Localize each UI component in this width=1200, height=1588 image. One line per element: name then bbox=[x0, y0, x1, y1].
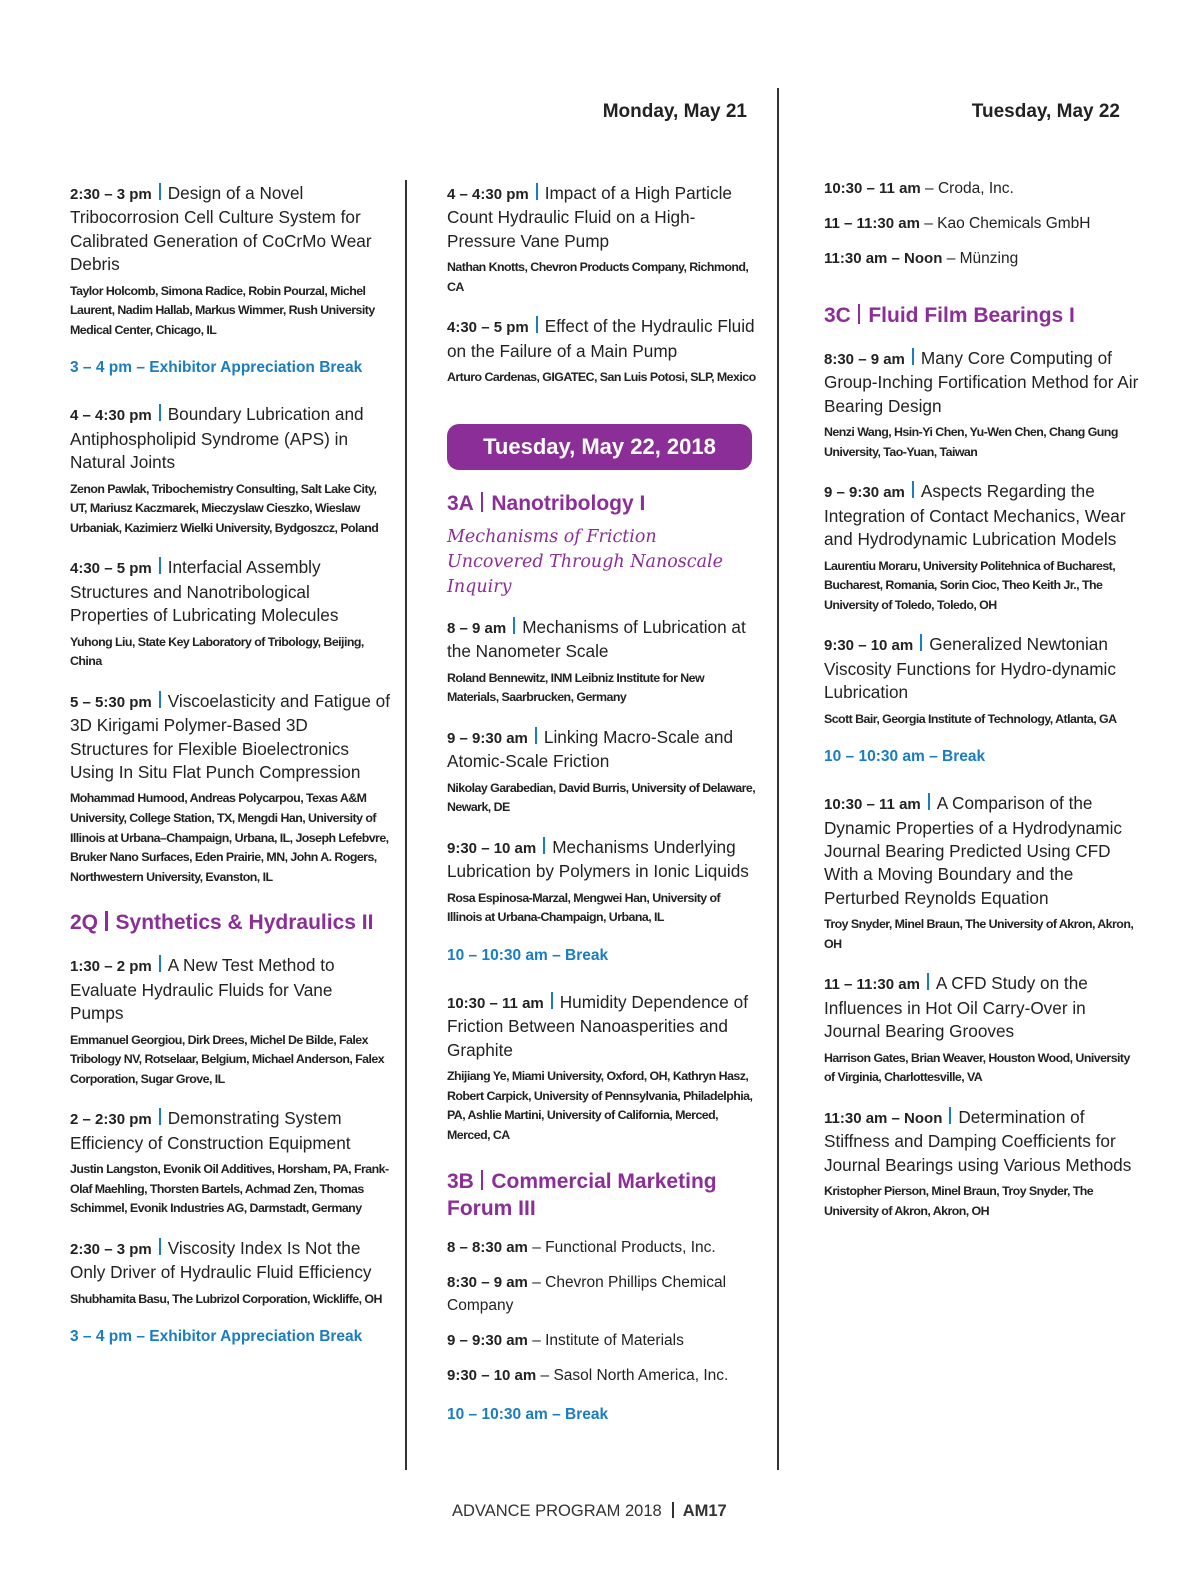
sponsor-name: Chevron Phillips Chemical Company bbox=[447, 1273, 727, 1314]
session-name: Fluid Film Bearings I bbox=[868, 304, 1075, 327]
talk-title: Determination of Stiffness and Damping Coefficients for Journal Bearings using Various Methods bbox=[824, 1106, 1132, 1175]
break-notice: 3 – 4 pm – Exhibitor Appreciation Break bbox=[70, 1328, 363, 1346]
talk-title: Boundary Lubrication and Antiphospholipid Syndrome (APS) in Natural Joints bbox=[70, 404, 364, 473]
divider-bar bbox=[912, 481, 914, 498]
talk-authors: Zenon Pawlak, Tribochemistry Consulting, Salt Lake City, UT, Mariusz Kaczmarek, Mieczyslaw Cieszko, Wieslaw Urbaniak, Kazimierz Wielki University, Bydgoszcz, Poland bbox=[70, 481, 379, 535]
talk-item bbox=[70, 1237, 390, 1309]
break-notice: 10 – 10:30 am – Break bbox=[824, 748, 986, 766]
talk-authors: Arturo Cardenas, GIGATEC, San Luis Potosi, SLP, Mexico bbox=[447, 370, 756, 385]
column-1 bbox=[70, 182, 390, 1372]
talk-title: Generalized Newtonian Viscosity Functions for Hydro-dynamic Lubrication bbox=[824, 634, 1116, 703]
talk-item bbox=[70, 690, 390, 888]
sponsor-time: 8 – 8:30 am bbox=[447, 1238, 528, 1256]
talk-item bbox=[447, 836, 757, 928]
talk-item bbox=[824, 972, 1140, 1087]
talk-title: Linking Macro-Scale and Atomic-Scale Friction bbox=[447, 727, 734, 772]
talk-time: 5 – 5:30 pm bbox=[70, 693, 152, 711]
talk-title: Viscosity Index Is Not the Only Driver of Hydraulic Fluid Efficiency bbox=[70, 1238, 372, 1283]
talk-time: 11 – 11:30 am bbox=[824, 976, 920, 994]
talk-item bbox=[447, 991, 757, 1146]
divider-bar bbox=[159, 404, 161, 421]
sponsor-time: 10:30 – 11 am bbox=[824, 180, 921, 197]
talk-time: 8:30 – 9 am bbox=[824, 351, 905, 368]
talk-item bbox=[70, 556, 390, 671]
talk-title: Many Core Computing of Group-Inching Fortification Method for Air Bearing Design bbox=[824, 348, 1139, 416]
break-notice: 3 – 4 pm – Exhibitor Appreciation Break bbox=[70, 359, 363, 377]
talk-authors: Laurentiu Moraru, University Politehnica of Bucharest, Bucharest, Romania, Sorin Cioc, Theo Keith Jr., The University of Toledo, Toledo, OH bbox=[824, 558, 1116, 612]
talk-title: Humidity Dependence of Friction Between Nanoasperities and Graphite bbox=[447, 992, 748, 1060]
talk-authors: Troy Snyder, Minel Braun, The University of Akron, Akron, OH bbox=[824, 917, 1134, 951]
talk-time: 4 – 4:30 pm bbox=[447, 186, 529, 203]
sponsor-time: 9 – 9:30 am bbox=[447, 1331, 528, 1349]
session-divider-bar bbox=[481, 1170, 484, 1190]
talk-title: Design of a Novel Tribocorrosion Cell Culture System for Calibrated Generation of CoCrMo Wear Debris bbox=[70, 183, 372, 275]
talk-item bbox=[824, 480, 1140, 615]
talk-time: 4 – 4:30 pm bbox=[70, 407, 152, 425]
talk-time: 9:30 – 10 am bbox=[447, 840, 537, 857]
talk-title: Mechanisms Underlying Lubrication by Polymers in Ionic Liquids bbox=[447, 837, 749, 882]
sponsor-item: 8 – 8:30 am – Functional Products, Inc. bbox=[447, 1238, 716, 1256]
talk-item bbox=[70, 182, 390, 340]
talk-authors: Nenzi Wang, Hsin-Yi Chen, Yu-Wen Chen, Chang Gung University, Tao-Yuan, Taiwan bbox=[824, 425, 1118, 459]
talk-authors: Emmanuel Georgiou, Dirk Drees, Michel De Bilde, Falex Tribology NV, Rotselaar, Belgium, Michael Anderson, Falex Corporation, Sugar Grove, IL bbox=[70, 1032, 385, 1086]
talk-item bbox=[824, 1106, 1140, 1221]
talk-time: 10:30 – 11 am bbox=[447, 995, 544, 1012]
talk-authors: Mohammad Humood, Andreas Polycarpou, Texas A&M University, College Station, TX, Mengdi Han, University of Illinois at Urbana–Champaign, Urbana, IL, Joseph Lefebvre, Bruker Nano Surfaces, Eden Prairie, MN, John A. Rogers, Northwestern University, Evanston, IL bbox=[70, 791, 389, 884]
day-header-tuesday: Tuesday, May 22 bbox=[971, 101, 1120, 122]
sponsor-item: 10:30 – 11 am – Croda, Inc. bbox=[824, 180, 1014, 197]
footer-divider-bar bbox=[672, 1502, 674, 1518]
talk-authors: Roland Bennewitz, INM Leibniz Institute for New Materials, Saarbrucken, Germany bbox=[447, 670, 705, 705]
divider-bar bbox=[513, 617, 515, 634]
session-name: Synthetics & Hydraulics II bbox=[115, 911, 374, 935]
talk-item bbox=[824, 633, 1140, 729]
sponsor-item: 9:30 – 10 am – Sasol North America, Inc. bbox=[447, 1366, 729, 1384]
sponsor-name: Institute of Materials bbox=[545, 1331, 684, 1349]
sponsor-name: Functional Products, Inc. bbox=[545, 1238, 716, 1256]
divider-bar bbox=[536, 183, 538, 200]
sponsor-item: 11:30 am – Noon – Münzing bbox=[824, 250, 1019, 267]
session-heading bbox=[447, 490, 757, 517]
talk-authors: Harrison Gates, Brian Weaver, Houston Wood, University of Virginia, Charlottesville, VA bbox=[824, 1050, 1130, 1085]
talk-time: 4:30 – 5 pm bbox=[70, 560, 152, 578]
talk-title: A New Test Method to Evaluate Hydraulic Fluids for Vane Pumps bbox=[70, 955, 335, 1024]
session-divider-bar bbox=[481, 492, 484, 512]
talk-title: Viscoelasticity and Fatigue of 3D Kirigami Polymer-Based 3D Structures for Flexible Bioelectronics Using In Situ Flat Punch Compression bbox=[70, 690, 391, 783]
column-divider-right bbox=[777, 88, 779, 1470]
talk-time: 8 – 9 am bbox=[447, 620, 507, 637]
divider-bar bbox=[928, 793, 930, 810]
divider-bar bbox=[535, 727, 537, 744]
sponsor-time: 9:30 – 10 am bbox=[447, 1366, 537, 1384]
talk-authors: Rosa Espinosa-Marzal, Mengwei Han, University of Illinois at Urbana-Champaign, Urbana, IL bbox=[447, 890, 721, 925]
session-divider-bar bbox=[858, 304, 861, 324]
talk-time: 11:30 am – Noon bbox=[824, 1109, 943, 1127]
talk-item bbox=[447, 726, 757, 818]
page-number: AM17 bbox=[682, 1502, 727, 1520]
talk-time: 4:30 – 5 pm bbox=[447, 319, 529, 337]
talk-item bbox=[70, 403, 390, 538]
talk-item bbox=[447, 616, 757, 708]
session-name: Commercial Marketing Forum III bbox=[447, 1169, 717, 1220]
column-2 bbox=[447, 182, 757, 406]
talk-item bbox=[824, 792, 1140, 954]
break-notice: 10 – 10:30 am – Break bbox=[447, 1405, 609, 1423]
session-heading bbox=[824, 302, 1140, 329]
divider-bar bbox=[551, 992, 553, 1009]
talk-title: Mechanisms of Lubrication at the Nanometer Scale bbox=[447, 617, 746, 662]
talk-authors: Justin Langston, Evonik Oil Additives, Horsham, PA, Frank-Olaf Maehling, Thorsten Bartels, Achmad Zen, Thomas Schimmel, Evonik Industries AG, Darmstadt, Germany bbox=[70, 1162, 389, 1216]
sponsor-item: 8:30 – 9 am – Chevron Phillips Chemical Company bbox=[447, 1273, 727, 1314]
divider-bar bbox=[159, 557, 161, 574]
break-notice: 10 – 10:30 am – Break bbox=[447, 947, 609, 964]
talk-time: 2:30 – 3 pm bbox=[70, 186, 152, 203]
footer-program: ADVANCE PROGRAM 2018 bbox=[452, 1502, 662, 1520]
talk-authors: Shubhamita Basu, The Lubrizol Corporation, Wickliffe, OH bbox=[70, 1291, 382, 1306]
talk-item bbox=[824, 347, 1140, 462]
talk-authors: Taylor Holcomb, Simona Radice, Robin Pourzal, Michel Laurent, Nadim Hallab, Markus Wimmer, Rush University Medical Center, Chicago, IL bbox=[70, 283, 375, 337]
talk-time: 10:30 – 11 am bbox=[824, 796, 921, 814]
session-subtitle: Mechanisms of Friction Uncovered Through Nanoscale Inquiry bbox=[447, 527, 723, 597]
divider-bar bbox=[927, 973, 929, 990]
talk-authors: Yuhong Liu, State Key Laboratory of Tribology, Beijing, China bbox=[70, 634, 364, 669]
column-divider-left bbox=[405, 180, 407, 1470]
talk-time: 1:30 – 2 pm bbox=[70, 958, 152, 976]
talk-authors: Nikolay Garabedian, David Burris, University of Delaware, Newark, DE bbox=[447, 780, 756, 815]
talk-authors: Zhijiang Ye, Miami University, Oxford, OH, Kathryn Hasz, Robert Carpick, University of Pennsylvania, Philadelphia, PA, Ashlie Martini, University of California, Merced, Merced, CA bbox=[447, 1069, 753, 1142]
talk-item bbox=[447, 182, 757, 297]
sponsor-name: Sasol North America, Inc. bbox=[553, 1366, 729, 1384]
talk-authors: Scott Bair, Georgia Institute of Technology, Atlanta, GA bbox=[824, 711, 1117, 726]
day-banner: Tuesday, May 22, 2018 bbox=[447, 424, 752, 470]
page-footer bbox=[452, 1502, 752, 1521]
divider-bar bbox=[536, 316, 538, 333]
divider-bar bbox=[159, 691, 161, 708]
talk-title: Effect of the Hydraulic Fluid on the Failure of a Main Pump bbox=[447, 316, 755, 361]
sponsor-item: 9 – 9:30 am – Institute of Materials bbox=[447, 1331, 684, 1349]
talk-authors: Nathan Knotts, Chevron Products Company, Richmond, CA bbox=[447, 260, 749, 294]
sponsor-time: 8:30 – 9 am bbox=[447, 1273, 528, 1291]
sponsor-item: 11 – 11:30 am – Kao Chemicals GmbH bbox=[824, 215, 1091, 232]
divider-bar bbox=[159, 183, 161, 200]
talk-title: Aspects Regarding the Integration of Contact Mechanics, Wear and Hydrodynamic Lubrication Models bbox=[824, 481, 1126, 550]
divider-bar bbox=[920, 634, 922, 651]
column-2-lower bbox=[447, 490, 757, 1450]
day-header-monday: Monday, May 21 bbox=[602, 101, 747, 122]
talk-time: 9 – 9:30 am bbox=[447, 730, 528, 747]
talk-authors: Kristopher Pierson, Minel Braun, Troy Snyder, The University of Akron, Akron, OH bbox=[824, 1184, 1094, 1218]
session-divider-bar bbox=[105, 911, 108, 931]
divider-bar bbox=[912, 348, 914, 365]
sponsor-time: 11 – 11:30 am bbox=[824, 215, 920, 232]
sponsor-name: Kao Chemicals GmbH bbox=[937, 215, 1091, 232]
divider-bar bbox=[159, 955, 161, 972]
talk-item bbox=[447, 315, 757, 387]
session-name: Nanotribology I bbox=[491, 492, 646, 515]
talk-time: 2 – 2:30 pm bbox=[70, 1111, 152, 1129]
sponsor-time: 11:30 am – Noon bbox=[824, 250, 943, 267]
sponsor-name: Münzing bbox=[959, 250, 1019, 267]
talk-time: 9 – 9:30 am bbox=[824, 484, 905, 502]
divider-bar bbox=[159, 1238, 161, 1255]
session-code: 2Q bbox=[70, 911, 99, 935]
divider-bar bbox=[543, 837, 545, 854]
session-code: 3B bbox=[447, 1169, 474, 1193]
sponsor-name: Croda, Inc. bbox=[937, 180, 1014, 197]
session-heading bbox=[70, 909, 390, 936]
session-code: 3A bbox=[447, 492, 474, 515]
talk-time: 2:30 – 3 pm bbox=[70, 1241, 152, 1258]
talk-item bbox=[70, 954, 390, 1089]
divider-bar bbox=[159, 1108, 161, 1125]
divider-bar bbox=[949, 1107, 951, 1124]
talk-title: A Comparison of the Dynamic Properties of a Hydrodynamic Journal Bearing Predicted Using CFD With a Moving Boundary and the Perturbed Reynolds Equation bbox=[824, 793, 1123, 908]
column-3 bbox=[824, 177, 1140, 1239]
talk-title: A CFD Study on the Influences in Hot Oil Carry-Over in Journal Bearing Grooves bbox=[824, 973, 1088, 1042]
talk-title: Impact of a High Particle Count Hydraulic Fluid on a High-Pressure Vane Pump bbox=[447, 183, 732, 251]
session-code: 3C bbox=[824, 304, 851, 327]
talk-title: Interfacial Assembly Structures and Nanotribological Properties of Lubricating Molecules bbox=[70, 557, 339, 626]
talk-title: Demonstrating System Efficiency of Construction Equipment bbox=[70, 1108, 351, 1153]
talk-time: 9:30 – 10 am bbox=[824, 637, 914, 655]
session-heading bbox=[447, 1168, 757, 1222]
talk-item bbox=[70, 1107, 390, 1219]
